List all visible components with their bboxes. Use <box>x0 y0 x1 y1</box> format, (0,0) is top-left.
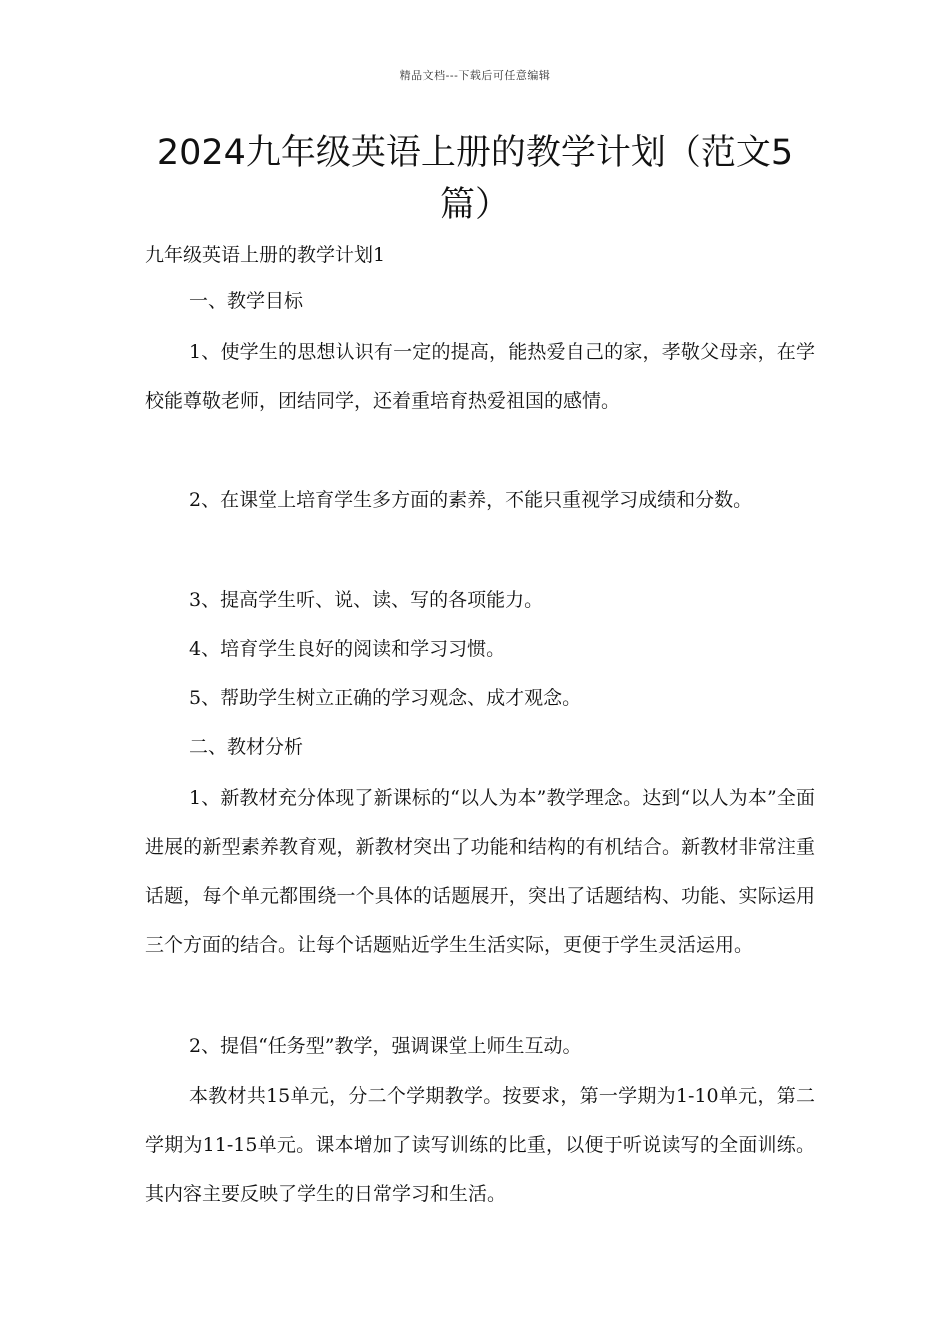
paragraph-goal-1: 1、使学生的思想认识有一定的提高，能热爱自己的家，孝敬父母亲，在学校能尊敬老师，团结同学，还着重培育热爱祖国的感情。 <box>145 341 815 412</box>
section-heading: 九年级英语上册的教学计划1 <box>145 244 386 266</box>
paragraph-materials-1: 1、新教材充分体现了新课标的“以人为本”教学理念。达到“以人为本”全面进展的新型素养教育观，新教材突出了功能和结构的有机结合。新教材非常注重话题，每个单元都围绕一个具体的话题展开，突出了话题结构、功能、实际运用三个方面的结合。让每个话题贴近学生生活实际，更便于学生灵活运用。 <box>145 787 815 956</box>
paragraph-goal-3: 3、提高学生听、说、读、写的各项能力。 <box>189 589 544 611</box>
paragraph-goal-5: 5、帮助学生树立正确的学习观念、成才观念。 <box>189 687 582 709</box>
document-title: 2024九年级英语上册的教学计划（范文5篇） <box>156 133 794 225</box>
paragraph-materials-2: 2、提倡“任务型”教学，强调课堂上师生互动。 <box>189 1035 582 1057</box>
paragraph-goal-4: 4、培育学生良好的阅读和学习习惯。 <box>189 638 506 660</box>
paragraph-goals-heading: 一、教学目标 <box>189 290 304 312</box>
paragraph-materials-3: 本教材共15单元，分二个学期教学。按要求，第一学期为1-10单元，第二学期为11-15单元。课本增加了读写训练的比重，以便于听说读写的全面训练。其内容主要反映了学生的日常学习和生活。 <box>145 1085 815 1205</box>
header-note: 精品文档---下载后可任意编辑 <box>399 69 551 82</box>
paragraph-goal-2: 2、在课堂上培育学生多方面的素养，不能只重视学习成绩和分数。 <box>189 489 753 511</box>
paragraph-materials-heading: 二、教材分析 <box>189 736 304 758</box>
